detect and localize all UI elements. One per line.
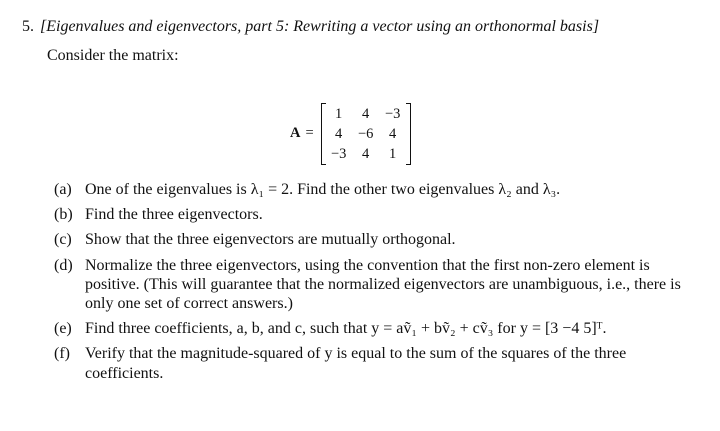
problem-title: [Eigenvalues and eigenvectors, part 5: Rewriting a vector using an orthonormal basis] (40, 18, 600, 35)
matrix-row (327, 124, 405, 144)
part-label: (d) (54, 256, 73, 274)
matrix-row (327, 104, 405, 124)
equals-sign: = (305, 125, 314, 142)
part-c (54, 230, 704, 249)
part-label: (f) (54, 345, 70, 363)
matrix-cell: 4 (389, 126, 397, 142)
matrix-table (327, 104, 405, 164)
matrix-cell: −3 (384, 106, 401, 122)
matrix-symbol: A (290, 125, 301, 142)
matrix-brackets (321, 103, 411, 165)
part-text: Show that the three eigenvectors are mutually orthogonal. (85, 231, 456, 249)
matrix-row (327, 144, 405, 164)
problem-heading (22, 17, 599, 36)
part-f (54, 344, 704, 382)
part-text: Verify that the magnitude-squared of y is equal to the sum of the squares of the three coefficients. (85, 345, 627, 382)
part-b (54, 205, 704, 224)
matrix-cell: 1 (335, 106, 343, 122)
matrix-cell: 4 (335, 126, 343, 142)
part-text: Find three coefficients, a, b, and c, such that y = aṽ₁ + bṽ₂ + cṽ₃ for y = [3 −4 5]ᵀ. (85, 320, 607, 338)
matrix-cell: 1 (389, 146, 397, 162)
part-text: Normalize the three eigenvectors, using the convention that the first non-zero element is positive. (This will guarantee that the normalized eigenvectors are unambiguous, i.e., there is only one set of correct answers.) (85, 256, 681, 312)
part-a (54, 180, 704, 199)
problem-number: 5. (22, 18, 34, 35)
matrix-cell: −6 (357, 126, 374, 142)
part-label: (e) (54, 320, 72, 338)
part-text: Find the three eigenvectors. (85, 206, 263, 224)
matrix-cell: −3 (330, 146, 347, 162)
part-d (54, 256, 704, 314)
question-parts (54, 180, 704, 389)
part-label: (b) (54, 206, 73, 224)
part-label: (a) (54, 181, 72, 198)
problem-intro: Consider the matrix: (47, 47, 179, 64)
part-text: One of the eigenvalues is λ₁ = 2. Find the other two eigenvalues λ₂ and λ₃. (85, 181, 561, 198)
matrix-cell: 4 (362, 106, 370, 122)
part-e (54, 319, 704, 338)
matrix-cell: 4 (362, 146, 370, 162)
part-label: (c) (54, 231, 72, 249)
matrix-equation (290, 103, 411, 165)
